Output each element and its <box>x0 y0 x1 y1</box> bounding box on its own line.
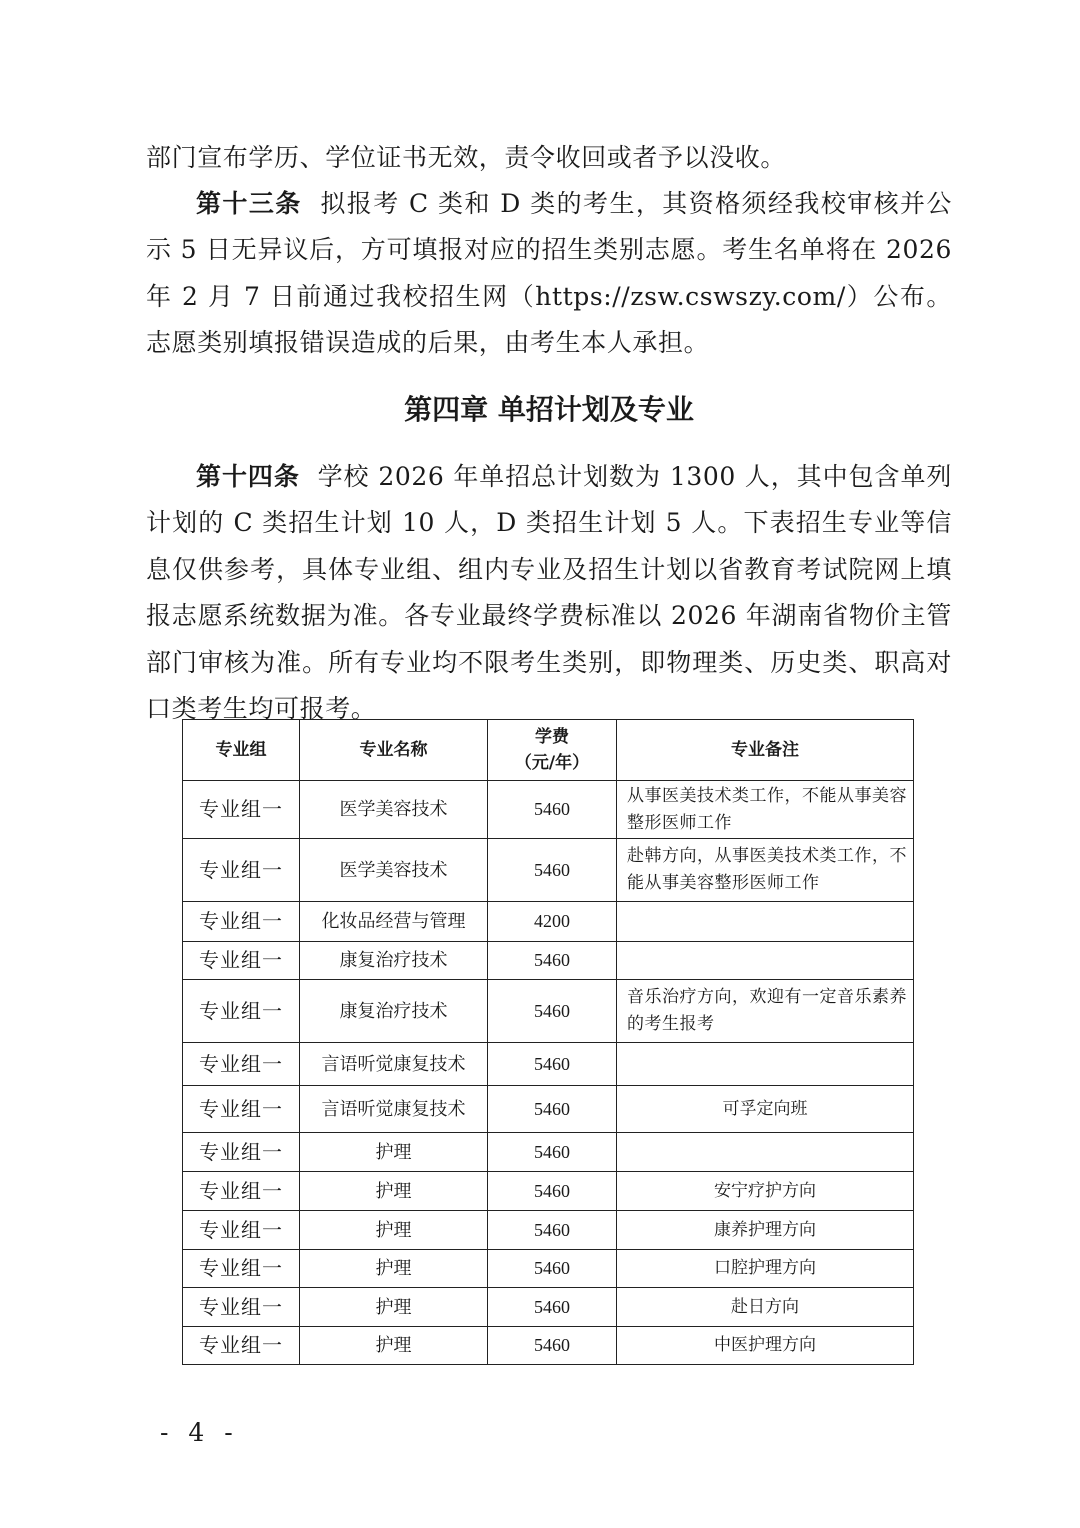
cell-fee: 5460 <box>488 980 617 1043</box>
header-fee <box>488 720 617 781</box>
cell-fee: 5460 <box>488 1250 617 1288</box>
table-row <box>183 1250 914 1288</box>
cell-name: 护理 <box>300 1133 488 1172</box>
table-row <box>183 980 914 1043</box>
cell-name: 护理 <box>300 1288 488 1327</box>
cell-note <box>617 1133 914 1172</box>
cell-name: 言语听觉康复技术 <box>300 1086 488 1133</box>
cell-note: 康养护理方向 <box>617 1211 914 1250</box>
cell-group: 专业组一 <box>183 781 300 839</box>
cell-fee: 5460 <box>488 1133 617 1172</box>
cell-group: 专业组一 <box>183 902 300 942</box>
enrollment-plan-table <box>182 719 914 1365</box>
cell-group: 专业组一 <box>183 980 300 1043</box>
cell-group: 专业组一 <box>183 1133 300 1172</box>
cell-note: 中医护理方向 <box>617 1327 914 1365</box>
table-row <box>183 1288 914 1327</box>
cell-note: 口腔护理方向 <box>617 1250 914 1288</box>
table-row <box>183 902 914 942</box>
cell-group: 专业组一 <box>183 1327 300 1365</box>
cell-fee: 5460 <box>488 942 617 980</box>
cell-fee: 5460 <box>488 1288 617 1327</box>
cell-fee: 5460 <box>488 1086 617 1133</box>
article-14-label: 第十四条 <box>196 462 300 491</box>
header-note: 专业备注 <box>617 720 914 781</box>
cell-note <box>617 942 914 980</box>
cell-name: 医学美容技术 <box>300 839 488 902</box>
header-fee-line2: （元/年） <box>514 753 590 773</box>
table-row <box>183 1211 914 1250</box>
cell-note: 可孚定向班 <box>617 1086 914 1133</box>
cell-name: 言语听觉康复技术 <box>300 1043 488 1086</box>
cell-fee: 5460 <box>488 1172 617 1211</box>
table-row <box>183 781 914 839</box>
cell-note <box>617 1043 914 1086</box>
cell-group: 专业组一 <box>183 1172 300 1211</box>
cell-note: 安宁疗护方向 <box>617 1172 914 1211</box>
cell-note: 赴韩方向，从事医美技术类工作，不能从事美容整形医师工作 <box>617 839 914 902</box>
cell-fee: 5460 <box>488 1211 617 1250</box>
cell-name: 医学美容技术 <box>300 781 488 839</box>
cell-group: 专业组一 <box>183 1086 300 1133</box>
cell-note: 赴日方向 <box>617 1288 914 1327</box>
cell-fee: 5460 <box>488 781 617 839</box>
cell-name: 护理 <box>300 1172 488 1211</box>
article-13-paragraph <box>146 181 952 367</box>
cell-note: 从事医美技术类工作，不能从事美容整形医师工作 <box>617 781 914 839</box>
cell-name: 康复治疗技术 <box>300 980 488 1043</box>
cell-fee: 4200 <box>488 902 617 942</box>
paragraph-continued: 部门宣布学历、学位证书无效，责令收回或者予以没收。 <box>146 143 787 172</box>
cell-name: 护理 <box>300 1250 488 1288</box>
cell-name: 护理 <box>300 1327 488 1365</box>
table-row <box>183 1086 914 1133</box>
table-row <box>183 1172 914 1211</box>
table-header-row <box>183 720 914 781</box>
article-14-paragraph <box>146 454 952 732</box>
table-row <box>183 1327 914 1365</box>
article-13-label: 第十三条 <box>196 189 302 218</box>
page-number: - 4 - <box>160 1418 239 1447</box>
header-fee-line1: 学费 <box>535 727 569 747</box>
cell-name: 化妆品经营与管理 <box>300 902 488 942</box>
table-row <box>183 1133 914 1172</box>
cell-group: 专业组一 <box>183 839 300 902</box>
cell-group: 专业组一 <box>183 1211 300 1250</box>
cell-group: 专业组一 <box>183 1288 300 1327</box>
cell-group: 专业组一 <box>183 1250 300 1288</box>
cell-fee: 5460 <box>488 839 617 902</box>
cell-name: 康复治疗技术 <box>300 942 488 980</box>
cell-group: 专业组一 <box>183 1043 300 1086</box>
article-13-text: 拟报考 C 类和 D 类的考生，其资格须经我校审核并公示 5 日无异议后，方可填报对应的招生类别志愿。考生名单将在 2026 年 2 月 7 日前通过我校招生网（https://zsw.cswszy.com/）公布。志愿类别填报错误造成的后果，由考生本人承担。 <box>146 189 952 358</box>
header-name: 专业名称 <box>300 720 488 781</box>
table-row <box>183 942 914 980</box>
table-row <box>183 839 914 902</box>
cell-note <box>617 902 914 942</box>
header-group: 专业组 <box>183 720 300 781</box>
chapter-title: 第四章 单招计划及专业 <box>404 393 694 426</box>
cell-note: 音乐治疗方向，欢迎有一定音乐素养的考生报考 <box>617 980 914 1043</box>
article-14-text: 学校 2026 年单招总计划数为 1300 人，其中包含单列计划的 C 类招生计划 10 人，D 类招生计划 5 人。下表招生专业等信息仅供参考，具体专业组、组内专业及招生计划以省教育考试院网上填报志愿系统数据为准。各专业最终学费标准以 2026 年湖南省物价主管部门审核为准。所有专业均不限考生类别，即物理类、历史类、职高对口类考生均可报考。 <box>146 462 952 724</box>
cell-group: 专业组一 <box>183 942 300 980</box>
cell-fee: 5460 <box>488 1327 617 1365</box>
table-row <box>183 1043 914 1086</box>
cell-fee: 5460 <box>488 1043 617 1086</box>
cell-name: 护理 <box>300 1211 488 1250</box>
